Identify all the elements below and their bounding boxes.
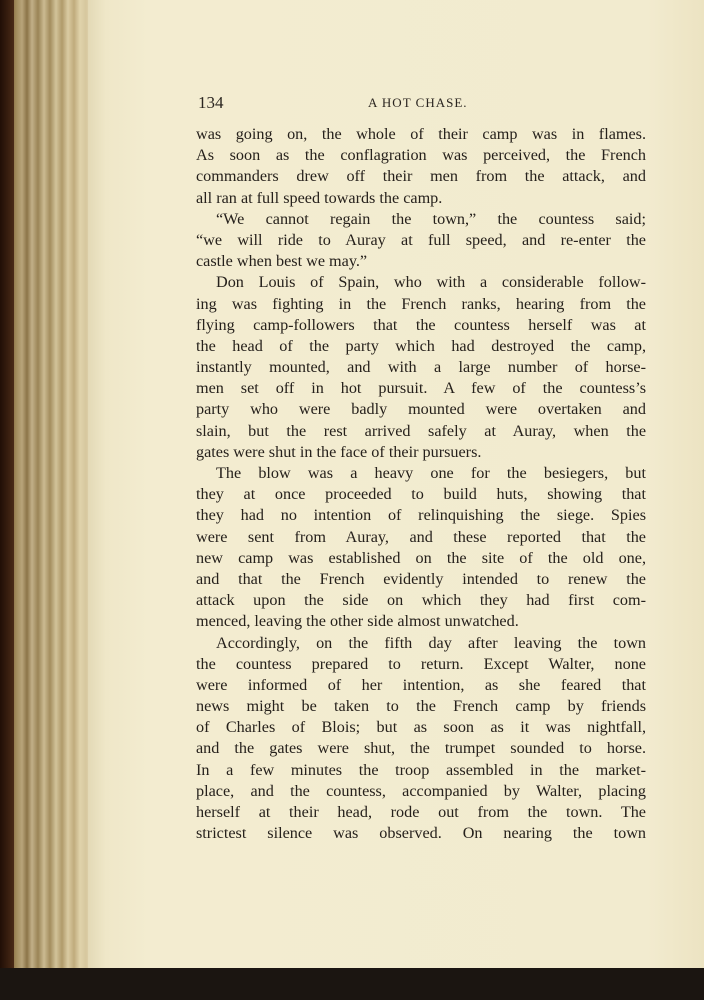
- text-line: party who were badly mounted were overtaken and: [196, 400, 646, 419]
- text-line: new camp was established on the site of the old one,: [196, 548, 646, 567]
- text-line: In a few minutes the troop assembled in the market-: [196, 760, 646, 779]
- text-line: attack upon the side on which they had first com-: [196, 591, 646, 610]
- text-line: Accordingly, on the fifth day after leaving the town: [216, 633, 646, 652]
- text-line: ing was fighting in the French ranks, hearing from the: [196, 294, 646, 313]
- text-line: menced, leaving the other side almost unwatched.: [196, 612, 519, 631]
- running-head: [198, 93, 624, 115]
- text-line: gates were shut in the face of their pursuers.: [196, 442, 482, 461]
- text-line: place, and the countess, accompanied by Walter, placing: [196, 781, 646, 800]
- text-line: men set off in hot pursuit. A few of the countess’s: [196, 379, 646, 398]
- text-line: news might be taken to the French camp by friends: [196, 697, 646, 716]
- text-line: and the gates were shut, the trumpet sounded to horse.: [196, 739, 646, 758]
- text-line: they at once proceeded to build huts, showing that: [196, 485, 646, 504]
- text-line: and that the French evidently intended to renew the: [196, 569, 646, 588]
- text-line: flying camp-followers that the countess herself was at: [196, 315, 646, 334]
- text-line: Don Louis of Spain, who with a considerable follow-: [216, 273, 646, 292]
- text-line: “We cannot regain the town,” the countess said;: [216, 209, 646, 228]
- text-line: instantly mounted, and with a large number of horse-: [196, 358, 646, 377]
- text-line: all ran at full speed towards the camp.: [196, 188, 443, 207]
- text-line: The blow was a heavy one for the besiegers, but: [216, 464, 646, 482]
- text-line: castle when best we may.”: [196, 252, 368, 271]
- text-line: slain, but the rest arrived safely at Auray, when the: [196, 421, 646, 440]
- page-number: 134: [198, 93, 224, 112]
- text-line: of Charles of Blois; but as soon as it was nightfall,: [196, 718, 646, 737]
- text-line: the countess prepared to return. Except Walter, none: [196, 654, 646, 673]
- text-line: As soon as the conflagration was perceived, the French: [196, 146, 646, 165]
- body-text: [196, 124, 646, 844]
- running-title: A HOT CHASE.: [368, 95, 468, 110]
- text-line: were sent from Auray, and these reported that the: [196, 527, 646, 546]
- text-line: herself at their head, rode out from the town. The: [196, 803, 646, 821]
- text-line: “we will ride to Auray at full speed, and re-enter the: [196, 230, 646, 249]
- text-line: were informed of her intention, as she feared that: [196, 675, 646, 694]
- text-line: they had no intention of relinquishing the siege. Spies: [196, 506, 646, 525]
- text-line: commanders drew off their men from the attack, and: [196, 167, 646, 186]
- book-cover-edge: [0, 0, 14, 970]
- text-line: the head of the party which had destroyed the camp,: [196, 336, 646, 355]
- page-bottom-shadow: [0, 968, 704, 1000]
- text-line: strictest silence was observed. On nearing the town: [196, 824, 646, 843]
- text-line: was going on, the whole of their camp was in flames.: [196, 125, 646, 143]
